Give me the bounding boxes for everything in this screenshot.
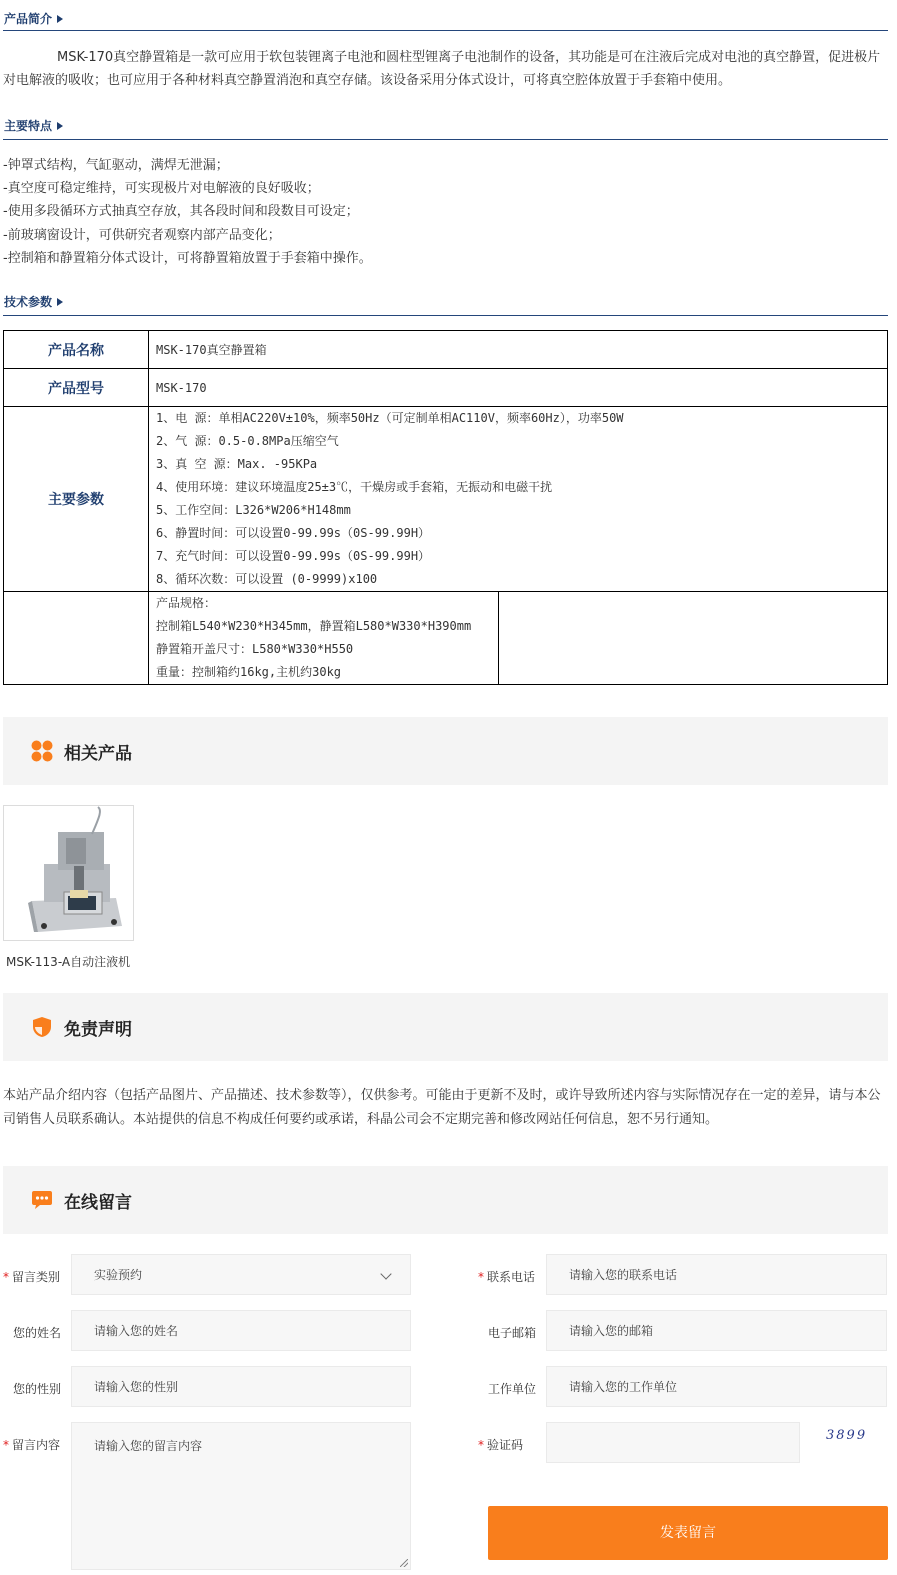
table-row [4,331,888,369]
table-row [4,407,888,592]
intro-text: MSK-170真空静置箱是一款可应用于软包装锂离子电池和圆柱型锂离子电池制作的设备，其功能是可在注液后完成对电池的真空静置，促进极片对电解液的吸收；也可应用于各种材料真空静置消泡和真空存储。该设备采用分体式设计，可将真空腔体放置于手套箱中使用。 [3,50,881,88]
spec-extra-list [149,592,499,685]
triangle-right-icon [57,15,63,23]
category-select-value: 实验预约 [94,1268,143,1282]
features-section-title: 主要特点 [4,119,53,133]
spec-params-label: 主要参数 [4,407,149,592]
required-mark: * [478,1270,484,1284]
required-mark: * [478,1438,484,1452]
message-form-header [3,1166,888,1234]
phone-input[interactable]: 请输入您的联系电话 [546,1254,887,1295]
params-section-title: 技术参数 [4,295,53,309]
name-label: 您的姓名 [13,1326,62,1340]
product-image[interactable] [4,806,133,940]
related-product-card[interactable] [3,805,134,941]
param-item: 6、静置时间：可以设置0-99.99s（0S-99.99H） [156,526,431,540]
param-item: 5、工作空间：L326*W206*H148mm [156,503,351,517]
message-placeholder: 请输入您的留言内容 [94,1439,203,1453]
chat-bubble-icon [31,1189,53,1211]
table-row [4,592,888,685]
message-label-text: 留言内容 [12,1438,61,1452]
spec-params-list [149,407,888,592]
extra-item: 重量：控制箱约16kg,主机约30kg [156,665,342,679]
message-label [3,1436,60,1453]
features-list [3,154,891,270]
param-item: 1、电 源：单相AC220V±10%，频率50Hz（可定制单相AC110V，频率60Hz），功率50W [156,411,624,425]
category-select[interactable] [71,1254,411,1295]
intro-section-title: 产品简介 [4,12,53,26]
spec-table [3,330,888,685]
disclaimer-header [3,993,888,1061]
feature-item: -前玻璃窗设计，可供研究者观察内部产品变化； [3,227,281,243]
table-row [4,369,888,407]
param-item: 8、循环次数：可以设置 (0-9999)x100 [156,572,378,586]
required-mark: * [3,1438,9,1452]
submit-message-button[interactable]: 发表留言 [488,1506,888,1560]
grid-icon [31,740,53,762]
message-form-title: 在线留言 [64,1193,132,1213]
features-section-header [3,115,888,140]
captcha-label [478,1436,523,1453]
extra-item: 控制箱L540*W230*H345mm，静置箱L580*W330*H390mm [156,619,472,633]
shield-icon [31,1016,53,1038]
spec-model-label: 产品型号 [4,369,149,407]
message-textarea[interactable] [71,1422,411,1570]
triangle-right-icon [57,298,63,306]
company-input[interactable]: 请输入您的工作单位 [546,1366,887,1407]
feature-item: -真空度可稳定维持，可实现极片对电解液的良好吸收； [3,181,320,197]
required-mark: * [3,1270,9,1284]
captcha-input[interactable] [546,1422,800,1463]
disclaimer-title: 免责声明 [64,1020,132,1040]
phone-label-text: 联系电话 [487,1270,536,1284]
spec-empty-cell [499,592,888,685]
feature-item: -使用多段循环方式抽真空存放，其各段时间和段数目可设定； [3,204,359,220]
spec-model-value: MSK-170 [149,369,888,407]
related-header [3,717,888,785]
spec-name-value: MSK-170真空静置箱 [149,331,888,369]
feature-item: -控制箱和静置箱分体式设计，可将静置箱放置于手套箱中操作。 [3,250,372,266]
feature-item: -钟罩式结构，气缸驱动，满焊无泄漏； [3,158,229,173]
param-item: 4、使用环境：建议环境温度25±3℃，干燥房或手套箱，无振动和电磁干扰 [156,480,553,494]
email-input[interactable]: 请输入您的邮箱 [546,1310,887,1351]
extra-item: 产品规格： [156,596,217,610]
params-section-header [3,291,888,316]
chevron-down-icon [380,1268,391,1279]
disclaimer-text: 本站产品介绍内容（包括产品图片、产品描述、技术参数等），仅供参考。可能由于更新不及时，或许导致所述内容与实际情况存在一定的差异，请与本公司销售人员联系确认。本站提供的信息不构成任何要约或承诺，科晶公司会不定期完善和修改网站任何信息，恕不另行通知。 [3,1088,881,1127]
extra-item: 静置箱开盖尺寸：L580*W330*H550 [156,642,354,656]
param-item: 2、气 源：0.5-0.8MPa压缩空气 [156,434,339,448]
triangle-right-icon [57,122,63,130]
category-label [3,1268,60,1285]
param-item: 3、真 空 源：Max. -95KPa [156,457,318,471]
captcha-image[interactable]: 3899 [826,1428,868,1443]
company-label: 工作单位 [488,1382,537,1396]
captcha-label-text: 验证码 [487,1438,524,1452]
resize-handle-icon[interactable] [400,1559,408,1567]
intro-section-header [3,8,888,31]
param-item: 7、充气时间：可以设置0-99.99s（0S-99.99H） [156,549,431,563]
name-input[interactable]: 请输入您的姓名 [71,1310,411,1351]
phone-label [478,1268,535,1285]
gender-label: 您的性别 [13,1382,62,1396]
spec-name-label: 产品名称 [4,331,149,369]
category-label-text: 留言类别 [12,1270,61,1284]
spec-empty-label [4,592,149,685]
gender-input[interactable]: 请输入您的性别 [71,1366,411,1407]
email-label: 电子邮箱 [488,1326,537,1340]
related-title: 相关产品 [64,744,132,764]
related-product-name[interactable]: MSK-113-A自动注液机 [6,955,131,969]
